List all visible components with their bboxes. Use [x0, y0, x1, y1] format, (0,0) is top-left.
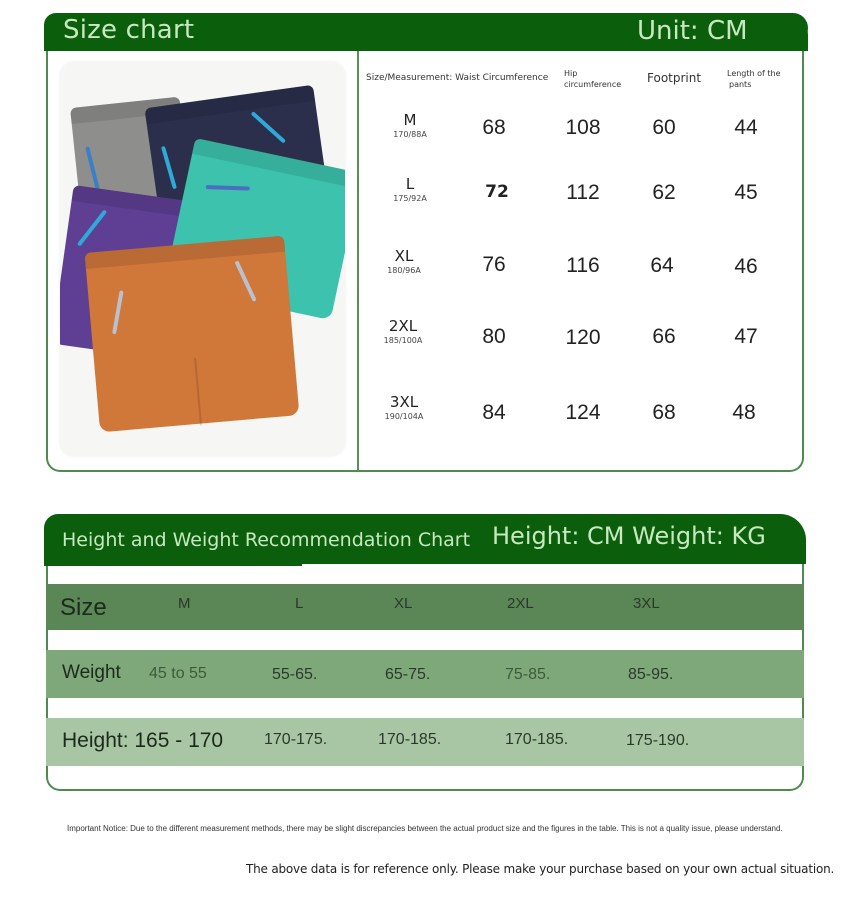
column-header-hip — [564, 68, 621, 90]
weight-row-cell: 75-85. — [505, 666, 551, 683]
height-row-cell: 170-175. — [264, 731, 328, 748]
reference-note: The above data is for reference only. Please make your purchase based on your own actual situation. — [246, 862, 835, 876]
size-cell-3xl — [374, 394, 434, 423]
height-chest-code: 190/104A — [384, 412, 424, 421]
waist-value: 84 — [482, 401, 506, 424]
length-value: 48 — [732, 401, 756, 424]
footprint-value: 68 — [652, 401, 676, 424]
size-label: M — [403, 111, 417, 129]
weight-row-cell: 45 to 55 — [149, 665, 207, 682]
column-header-hip-line1: Hip — [564, 69, 578, 78]
column-header-length-line2: pants — [729, 80, 752, 89]
shorts-orange — [85, 236, 300, 433]
size-cell-xl — [374, 248, 434, 277]
weight-row-label: Weight — [62, 662, 121, 683]
recommendation-size-row — [46, 584, 804, 630]
footprint-value: 60 — [652, 116, 676, 139]
height-row-cell: 175-190. — [626, 732, 690, 749]
size-row-cell: 3XL — [633, 595, 660, 612]
footprint-value: 64 — [650, 254, 674, 277]
size-chart-unit: Unit: CM — [637, 16, 748, 46]
size-label: 2XL — [388, 317, 418, 335]
recommendation-unit: Height: CM Weight: KG — [492, 522, 766, 550]
size-cell-2xl — [373, 318, 433, 347]
size-row-cell: XL — [394, 595, 413, 612]
column-header-length — [727, 68, 781, 90]
hip-value: 120 — [565, 326, 601, 349]
length-value: 46 — [734, 255, 758, 278]
length-value: 47 — [734, 325, 758, 348]
weight-row-cell: 85-95. — [628, 666, 674, 683]
size-row-cell: L — [295, 595, 304, 612]
size-label: XL — [394, 247, 414, 265]
length-value: 45 — [734, 181, 758, 204]
recommendation-header-tab — [44, 555, 302, 566]
size-row-cell: M — [178, 595, 191, 612]
product-image — [60, 62, 345, 456]
size-cell-l — [380, 176, 440, 205]
weight-row-cell: 65-75. — [385, 666, 431, 683]
size-chart-divider — [357, 51, 359, 471]
recommendation-title: Height and Weight Recommendation Chart — [62, 529, 471, 551]
size-cell-m — [380, 112, 440, 141]
size-chart-title: Size chart — [63, 15, 195, 45]
height-row-cell: 170-185. — [378, 731, 442, 748]
column-header-length-line1: Length of the — [727, 69, 781, 78]
size-label: L — [405, 175, 415, 193]
hip-value: 116 — [566, 254, 600, 277]
waist-value: 76 — [482, 253, 506, 276]
hip-value: 108 — [565, 116, 601, 139]
size-label: 3XL — [389, 393, 419, 411]
hip-value: 112 — [566, 181, 600, 204]
waist-value: 72 — [485, 182, 509, 202]
height-chest-code: 185/100A — [383, 336, 423, 345]
column-header-size-waist: Size/Measurement: Waist Circumference — [366, 73, 549, 83]
column-header-hip-line2: circumference — [564, 80, 622, 89]
height-chest-code: 170/88A — [393, 130, 427, 139]
height-chest-code: 180/96A — [387, 266, 421, 275]
footprint-value: 62 — [652, 181, 676, 204]
height-row-cell: 170-185. — [505, 731, 569, 748]
column-header-footprint: Footprint — [647, 71, 702, 85]
size-row-cell: 2XL — [507, 595, 534, 612]
important-notice: Important Notice: Due to the different measurement methods, there may be slight discrepancies between the actual product size and the figures in the table. This is not a quality issue, please understand. — [67, 824, 783, 833]
waist-value: 80 — [482, 325, 506, 348]
height-chest-code: 175/92A — [393, 194, 427, 203]
footprint-value: 66 — [652, 325, 676, 348]
waist-value: 68 — [482, 116, 506, 139]
weight-row-cell: 55-65. — [272, 666, 318, 683]
length-value: 44 — [734, 116, 758, 139]
height-row-label: Height: 165 - 170 — [62, 729, 224, 752]
size-row-label: Size — [60, 594, 107, 621]
hip-value: 124 — [565, 401, 601, 424]
